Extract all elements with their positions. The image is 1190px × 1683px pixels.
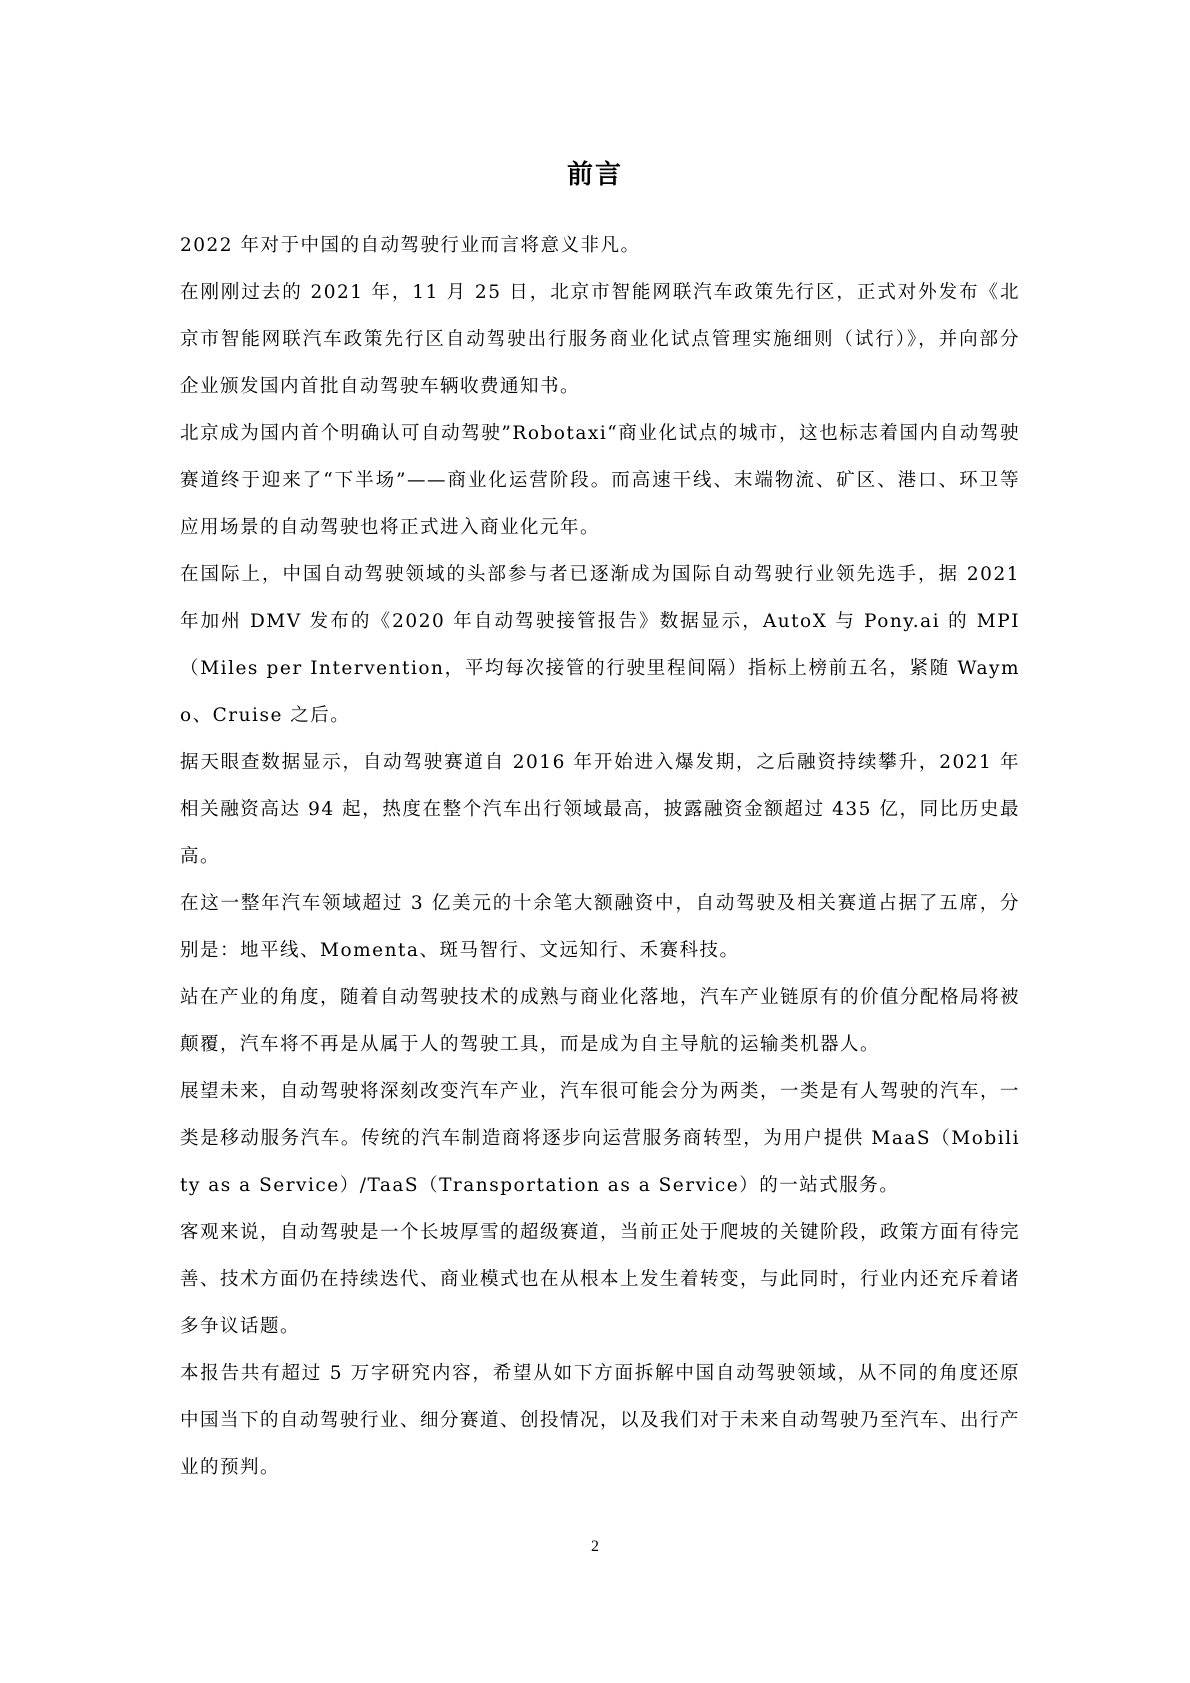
paragraph-5: 据天眼查数据显示，自动驾驶赛道自 2016 年开始进入爆发期，之后融资持续攀升，2021 年相关融资高达 94 起，热度在整个汽车出行领域最高，披露融资金额超过 435 亿，同比历史最高。 [180, 752, 1020, 867]
paragraph-8: 展望未来，自动驾驶将深刻改变汽车产业，汽车很可能会分为两类，一类是有人驾驶的汽车，一类是移动服务汽车。传统的汽车制造商将逐步向运营服务商转型，为用户提供 MaaS（Mobility as a Service）/TaaS（Transportation as a Service）的一站式服务。 [180, 1081, 1021, 1196]
paragraph-2: 在刚刚过去的 2021 年，11 月 25 日，北京市智能网联汽车政策先行区，正式对外发布《北京市智能网联汽车政策先行区自动驾驶出行服务商业化试点管理实施细则（试行）》，并向部分企业颁发国内首批自动驾驶车辆收费通知书。 [180, 282, 1020, 397]
paragraph-7: 站在产业的角度，随着自动驾驶技术的成熟与商业化落地，汽车产业链原有的价值分配格局将被颠覆，汽车将不再是从属于人的驾驶工具，而是成为自主导航的运输类机器人。 [180, 987, 1021, 1055]
page-title: 前言 [566, 160, 623, 190]
body-text [180, 222, 1020, 1491]
paragraph-10: 本报告共有超过 5 万字研究内容，希望从如下方面拆解中国自动驾驶领域，从不同的角度还原中国当下的自动驾驶行业、细分赛道、创投情况，以及我们对于未来自动驾驶乃至汽车、出行产业的预判。 [180, 1363, 1021, 1478]
paragraph-1: 2022 年对于中国的自动驾驶行业而言将意义非凡。 [180, 235, 641, 256]
paragraph-4: 在国际上，中国自动驾驶领域的头部参与者已逐渐成为国际自动驾驶行业领先选手，据 2021 年加州 DMV 发布的《2020 年自动驾驶接管报告》数据显示，AutoX 与 Pony.ai 的 MPI（Miles per Intervention，平均每次接管的行驶里程间隔）指标上榜前五名，紧随 Waymo、Cruise 之后。 [180, 564, 1020, 726]
paragraph-9: 客观来说，自动驾驶是一个长坡厚雪的超级赛道，当前正处于爬坡的关键阶段，政策方面有待完善、技术方面仍在持续迭代、商业模式也在从根本上发生着转变，与此同时，行业内还充斥着诸多争议话题。 [180, 1222, 1021, 1337]
paragraph-3: 北京成为国内首个明确认可自动驾驶”Robotaxi“商业化试点的城市，这也标志着国内自动驾驶赛道终于迎来了“下半场”——商业化运营阶段。而高速干线、末端物流、矿区、港口、环卫等应用场景的自动驾驶也将正式进入商业化元年。 [180, 423, 1020, 538]
paragraph-6: 在这一整年汽车领域超过 3 亿美元的十余笔大额融资中，自动驾驶及相关赛道占据了五席，分别是：地平线、Momenta、斑马智行、文远知行、禾赛科技。 [180, 893, 1020, 961]
page-number: 2 [591, 1538, 599, 1555]
